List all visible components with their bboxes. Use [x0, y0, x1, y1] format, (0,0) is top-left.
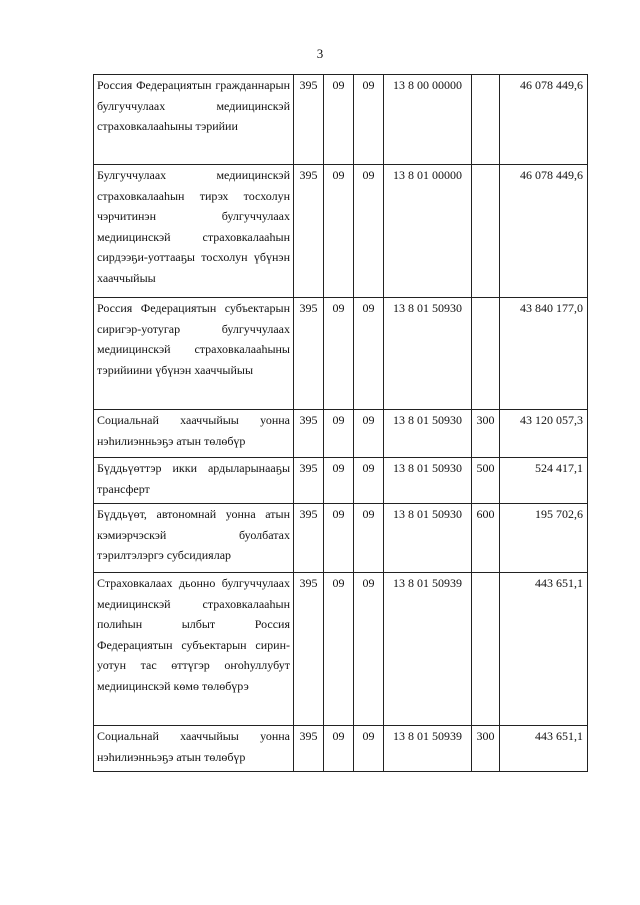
subsection-code: 09: [354, 165, 384, 298]
row-name: Социальнай хааччыйыы уонна нэһилиэнньэҕэ атын төлөбүр: [94, 410, 294, 458]
table-row: [94, 410, 588, 458]
type-code: [472, 573, 500, 726]
subsection-code: 09: [354, 504, 384, 573]
row-name: Социальнай хааччыйыы уонна нэһилиэнньэҕэ атын төлөбүр: [94, 726, 294, 772]
ministry-code: 395: [294, 504, 324, 573]
subsection-code: 09: [354, 458, 384, 504]
ministry-code: 395: [294, 165, 324, 298]
ministry-code: 395: [294, 726, 324, 772]
amount: 46 078 449,6: [500, 165, 588, 298]
type-code: 600: [472, 504, 500, 573]
section-code: 09: [324, 726, 354, 772]
target-code: 13 8 01 50939: [384, 726, 472, 772]
target-code: 13 8 01 50939: [384, 573, 472, 726]
table-row: [94, 504, 588, 573]
ministry-code: 395: [294, 573, 324, 726]
row-name: Страховкалаах дьонно булгуччулаах медиицинскэй страховкалааһын полиһын ылбыт Россия Федерациятын субъектарын сирин-уотун тас өттүгэр оҥоһуллубут медиицинскэй көмө төлөбүрэ: [94, 573, 294, 726]
budget-table: [93, 74, 588, 772]
row-name: Булгуччулаах медиицинскэй страховкалааһын тирэх тосхолун чэрчитинэн булгуччулаах медиицинскэй страховкалааһын сирдээҕи-уоттааҕы тосхолун үбүнэн хааччыйыы: [94, 165, 294, 298]
amount: 43 120 057,3: [500, 410, 588, 458]
section-code: 09: [324, 410, 354, 458]
type-code: [472, 165, 500, 298]
subsection-code: 09: [354, 298, 384, 410]
type-code: [472, 75, 500, 165]
section-code: 09: [324, 75, 354, 165]
row-name: Россия Федерациятын гражданнарын булгуччулаах медиицинскэй страховкалааһыны тэрийии: [94, 75, 294, 165]
amount: 524 417,1: [500, 458, 588, 504]
amount: 443 651,1: [500, 573, 588, 726]
target-code: 13 8 01 50930: [384, 458, 472, 504]
row-name: Бүддьүөттэр икки ардыларынааҕы трансферт: [94, 458, 294, 504]
section-code: 09: [324, 165, 354, 298]
subsection-code: 09: [354, 75, 384, 165]
page-number: 3: [316, 46, 324, 61]
subsection-code: 09: [354, 410, 384, 458]
table-row: [94, 298, 588, 410]
amount: 195 702,6: [500, 504, 588, 573]
table-row: [94, 726, 588, 772]
section-code: 09: [324, 458, 354, 504]
amount: 43 840 177,0: [500, 298, 588, 410]
target-code: 13 8 01 50930: [384, 504, 472, 573]
section-code: 09: [324, 504, 354, 573]
target-code: 13 8 00 00000: [384, 75, 472, 165]
type-code: 300: [472, 410, 500, 458]
table-row: [94, 165, 588, 298]
ministry-code: 395: [294, 298, 324, 410]
section-code: 09: [324, 298, 354, 410]
amount: 46 078 449,6: [500, 75, 588, 165]
target-code: 13 8 01 50930: [384, 410, 472, 458]
type-code: 300: [472, 726, 500, 772]
subsection-code: 09: [354, 726, 384, 772]
type-code: [472, 298, 500, 410]
target-code: 13 8 01 00000: [384, 165, 472, 298]
section-code: 09: [324, 573, 354, 726]
target-code: 13 8 01 50930: [384, 298, 472, 410]
type-code: 500: [472, 458, 500, 504]
ministry-code: 395: [294, 410, 324, 458]
row-name: Бүддьүөт, автономнай уонна атын кэмиэрчэскэй буолбатах тэрилтэлэргэ субсидиялар: [94, 504, 294, 573]
amount: 443 651,1: [500, 726, 588, 772]
table-row: [94, 458, 588, 504]
table-row: [94, 573, 588, 726]
table-row: [94, 75, 588, 165]
ministry-code: 395: [294, 75, 324, 165]
subsection-code: 09: [354, 573, 384, 726]
row-name: Россия Федерациятын субъектарын сиригэр-уотугар булгуччулаах медиицинскэй страховкалааһыны тэрийиини үбүнэн хааччыйыы: [94, 298, 294, 410]
ministry-code: 395: [294, 458, 324, 504]
